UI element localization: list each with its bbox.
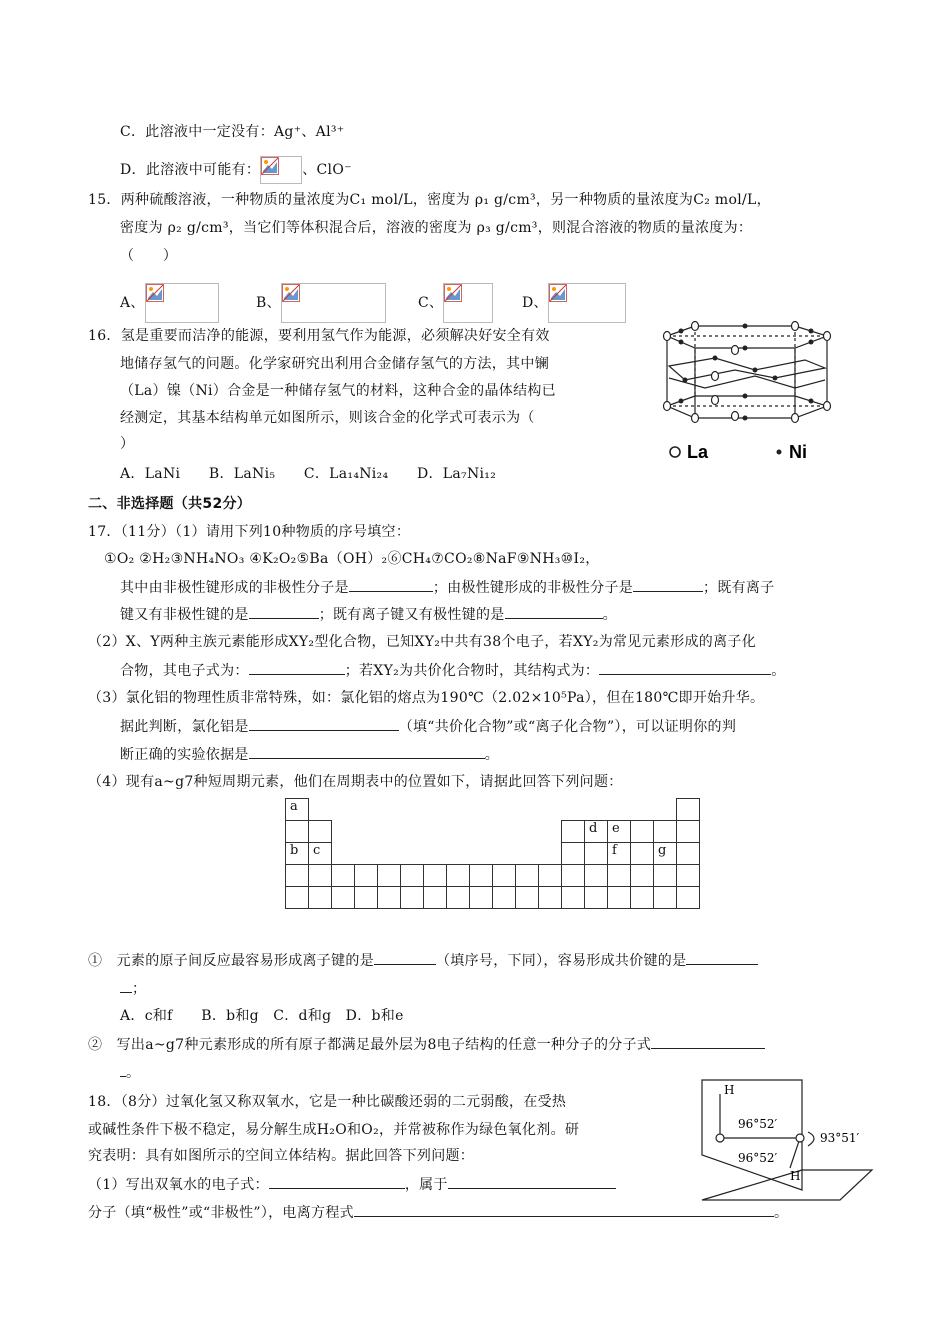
answer-blank[interactable]	[269, 1174, 405, 1189]
q15-option-a	[120, 283, 219, 323]
q17-p2-line1: （2）X、Y两种主族元素能形成XY₂型化合物，已知XY₂中共有38个电子，若XY₂为常见元素形成的离子化	[88, 634, 756, 650]
table-cell	[309, 887, 332, 909]
table-cell	[355, 865, 378, 887]
table-cell	[309, 865, 332, 887]
table-cell	[378, 865, 401, 887]
q16-line5: ）	[120, 436, 135, 452]
table-cell	[631, 843, 654, 865]
fig-angle-1: 96°52′	[738, 1117, 778, 1131]
answer-blank[interactable]	[448, 1174, 616, 1189]
q17-p4: （4）现有a~g7种短周期元素，他们在周期表中的位置如下，请据此回答下列问题：	[88, 774, 623, 790]
table-cell	[447, 887, 470, 909]
table-cell	[424, 887, 447, 909]
q15-option-c-label: C、	[418, 295, 444, 311]
cell-d: d	[585, 821, 608, 843]
fig-h-bottom: H	[790, 1169, 801, 1183]
table-cell	[562, 865, 585, 887]
q17-p1a: 其中由非极性键形成的非极性分子是	[120, 580, 349, 596]
q14-option-d-prefix: D．此溶液中可能有：	[120, 162, 261, 178]
answer-blank[interactable]	[686, 950, 758, 965]
q15-option-d-label: D、	[522, 295, 548, 311]
image-placeholder-icon	[260, 156, 302, 184]
table-cell	[516, 887, 539, 909]
formula-image-a-icon	[145, 283, 219, 323]
table-cell	[608, 887, 631, 909]
cell-g: g	[654, 843, 677, 865]
answer-blank[interactable]	[249, 716, 399, 731]
table-cell	[286, 865, 309, 887]
q16-options: A．LaNi B．LaNi₅ C．La₁₄Ni₂₄ D．La₇Ni₁₂	[120, 466, 497, 482]
fig-angle-3: 93°51′	[820, 1131, 860, 1145]
table-cell	[447, 865, 470, 887]
table-cell	[378, 887, 401, 909]
table-cell	[677, 821, 700, 843]
q17-sub1b: （填序号，下同），容易形成共价键的是	[436, 953, 687, 969]
table-cell	[631, 887, 654, 909]
table-cell	[401, 865, 424, 887]
legend-ni: Ni	[789, 442, 807, 462]
table-cell	[585, 843, 608, 865]
q17-p3-line3	[120, 744, 499, 765]
legend-la: La	[687, 442, 709, 462]
table-cell	[332, 887, 355, 909]
q15-option-b	[256, 283, 386, 323]
table-cell	[401, 887, 424, 909]
q17-p2b: 合物，其电子式为：	[120, 663, 249, 679]
table-cell	[424, 865, 447, 887]
q17-p3e: 。	[484, 747, 500, 763]
q17-p2d: 。	[771, 663, 786, 679]
formula-image-c-icon	[443, 283, 493, 323]
fig-h-top: H	[724, 1083, 735, 1097]
q18-line4	[88, 1174, 616, 1195]
table-cell	[539, 865, 562, 887]
q17-sub2b: 。	[126, 1065, 141, 1081]
answer-blank[interactable]	[249, 744, 485, 759]
table-cell	[677, 799, 700, 821]
answer-blank[interactable]	[249, 660, 345, 675]
h2o2-structure-figure	[690, 1070, 890, 1205]
table-cell	[654, 821, 677, 843]
table-cell	[470, 887, 493, 909]
q17-p1d: 键又有非极性键的是	[120, 607, 249, 623]
answer-blank[interactable]	[505, 604, 603, 619]
table-cell	[493, 887, 516, 909]
ni-legend-icon	[777, 450, 782, 455]
q15-option-b-label: B、	[256, 295, 281, 311]
table-cell	[516, 865, 539, 887]
cell-f: f	[608, 843, 631, 865]
q18-line4a: （1）写出双氧水的电子式：	[88, 1177, 269, 1193]
q15-option-d	[522, 283, 626, 323]
table-cell	[539, 887, 562, 909]
table-cell	[286, 887, 309, 909]
table-cell	[470, 865, 493, 887]
answer-blank[interactable]	[249, 604, 319, 619]
table-cell	[585, 887, 608, 909]
table-cell	[562, 843, 585, 865]
q17-p3-line1: （3）氯化铝的物理性质非常特殊，如：氯化铝的熔点为190℃（2.02×10⁵Pa），但在180℃即开始升华。	[88, 690, 765, 706]
q17-head: 17．（11分）（1）请用下列10种物质的序号填空：	[88, 524, 411, 540]
table-cell	[654, 887, 677, 909]
table-cell	[355, 887, 378, 909]
table-cell	[585, 865, 608, 887]
answer-blank[interactable]	[349, 577, 433, 592]
q15-option-c	[418, 283, 493, 323]
q17-p2c: ；若XY₂为共价化合物时，其结构式为：	[344, 663, 600, 679]
q17-sub1-line2	[120, 978, 146, 999]
q17-p2-line2	[120, 660, 786, 681]
q16-line3: （La）镍（Ni）合金是一种储存氢气的材料，这种合金的晶体结构已	[120, 383, 556, 399]
q17-p1b: ；由极性键形成的非极性分子是	[432, 580, 634, 596]
table-cell	[286, 821, 309, 843]
q18-line4b: ，属于	[404, 1177, 448, 1193]
formula-image-b-icon	[281, 283, 386, 323]
table-cell	[562, 887, 585, 909]
table-cell	[562, 821, 585, 843]
answer-blank[interactable]	[120, 978, 132, 993]
q17-p3-line2	[120, 716, 736, 737]
q18-line5b: 。	[773, 1205, 789, 1221]
crystal-structure-figure	[655, 318, 835, 468]
q17-p1e: ；既有离子键又有极性键的是	[318, 607, 505, 623]
q15-line3: （ ）	[120, 248, 178, 264]
q14-option-c: C．此溶液中一定没有：Ag⁺、Al³⁺	[120, 124, 345, 140]
answer-blank[interactable]	[599, 660, 771, 675]
q17-p3d: 断正确的实验依据是	[120, 747, 249, 763]
q17-p3b: 据此判断，氯化铝是	[120, 719, 249, 735]
q17-sub1-line1	[88, 950, 758, 971]
table-cell	[677, 865, 700, 887]
cell-e: e	[608, 821, 631, 843]
table-cell	[493, 865, 516, 887]
answer-blank[interactable]	[651, 1034, 765, 1049]
q17-p1c: ；既有离子	[703, 580, 775, 596]
q17-p3c: （填“共价化合物”或“离子化合物”），可以证明你的判	[398, 719, 737, 735]
q15-line2: 密度为 ρ₂ g/cm³，当它们等体积混合后，溶液的密度为 ρ₃ g/cm³，则混合溶液的物质的量浓度为：	[120, 220, 753, 236]
q16-line2: 地储存氢气的问题。化学家研究出利用合金储存氢气的方法，其中镧	[120, 356, 549, 372]
q15-option-a-label: A、	[120, 295, 145, 311]
answer-blank[interactable]	[374, 950, 436, 965]
q18-line2: 或碱性条件下极不稳定，易分解生成H₂O和O₂，并常被称作为绿色氧化剂。研	[88, 1122, 580, 1138]
table-cell	[309, 821, 332, 843]
q18-line1: 18．（8分）过氧化氢又称双氧水，它是一种比碳酸还弱的二元弱酸，在受热	[88, 1094, 567, 1110]
table-cell	[332, 865, 355, 887]
q17-sub1a: ① 元素的原子间反应最容易形成离子键的是	[88, 953, 374, 969]
table-cell	[631, 821, 654, 843]
q17-sub2-line1	[88, 1034, 765, 1055]
cell-a: a	[286, 799, 309, 821]
q17-p1-line2	[120, 604, 617, 625]
q17-sub1-options: A．c和f B．b和g C．d和g D．b和e	[120, 1008, 404, 1024]
q17-substance-list: ①O₂ ②H₂③NH₄NO₃ ④K₂O₂⑤Ba（OH）₂⑥CH₄⑦CO₂⑧NaF⑨NH₃⑩I₂，	[104, 551, 600, 567]
q14-option-d-suffix: 、ClO⁻	[302, 162, 352, 178]
q17-sub1c: ；	[132, 981, 147, 997]
q17-sub2-line2	[120, 1062, 140, 1083]
answer-blank[interactable]	[633, 577, 703, 592]
periodic-table	[285, 798, 700, 909]
fig-angle-2: 96°52′	[738, 1151, 778, 1165]
q17-sub2a: ② 写出a~g7种元素形成的所有原子都满足最外层为8电子结构的任意一种分子的分子式	[88, 1037, 652, 1053]
table-cell	[654, 865, 677, 887]
cell-b: b	[286, 843, 309, 865]
la-legend-icon	[670, 447, 680, 457]
section-title: 二、非选择题（共52分）	[88, 496, 252, 512]
table-cell	[608, 865, 631, 887]
q18-line5	[88, 1202, 788, 1223]
q15-line1: 15．两种硫酸溶液，一种物质的量浓度为C₁ mol/L，密度为 ρ₁ g/cm³，另一种物质的量浓度为C₂ mol/L，	[88, 192, 771, 208]
table-cell	[677, 843, 700, 865]
table-cell	[631, 865, 654, 887]
table-cell	[677, 887, 700, 909]
q16-line1: 16．氢是重要而洁净的能源，要利用氢气作为能源，必须解决好安全有效	[88, 328, 550, 344]
q16-line4: 经测定，其基本结构单元如图所示，则该合金的化学式可表示为（	[120, 410, 535, 426]
formula-image-d-icon	[548, 283, 626, 323]
q18-line3: 究表明：具有如图所示的空间立体结构。据此回答下列问题：	[88, 1148, 475, 1164]
q17-p1-line1	[120, 577, 775, 598]
q14-option-d	[120, 156, 352, 184]
cell-c: c	[309, 843, 332, 865]
q18-line5a: 分子（填“极性”或“非极性”），电离方程式	[88, 1205, 354, 1221]
q17-p1f: 。	[602, 607, 617, 623]
